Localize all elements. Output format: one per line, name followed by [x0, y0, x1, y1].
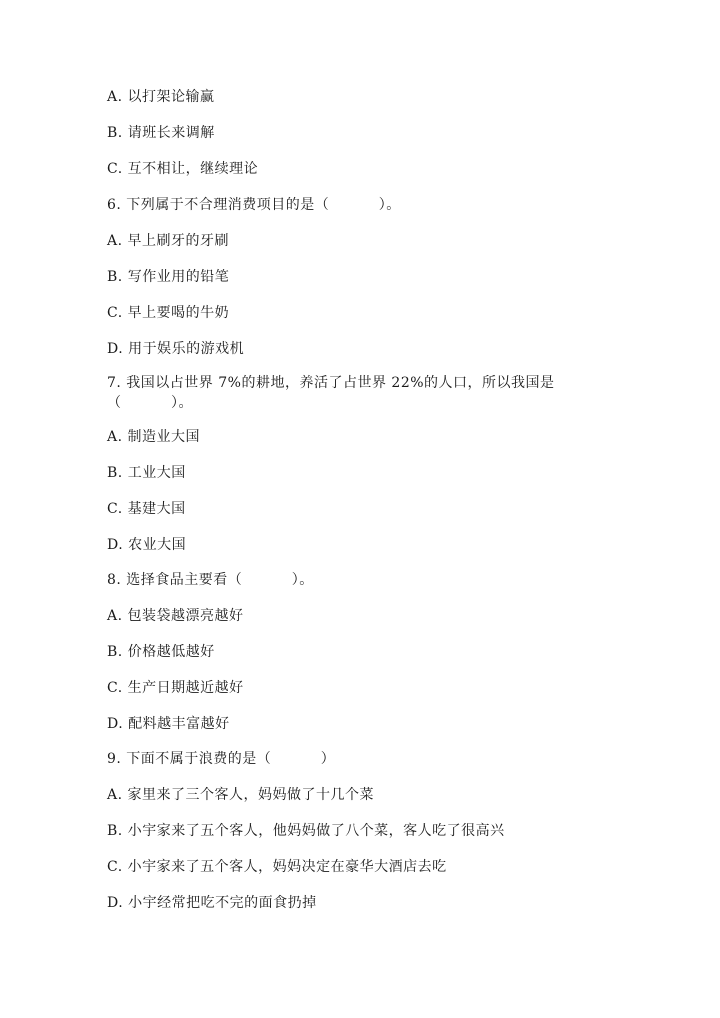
q8-option-d: D. 配料越丰富越好 — [107, 716, 230, 732]
q5-option-c: C. 互不相让，继续理论 — [107, 161, 259, 177]
q7-stem: 7. 我国以占世界 7%的耕地，养活了占世界 22%的人口，所以我国是 — [107, 375, 555, 391]
q7-stem-continued: （ ）。 — [107, 395, 194, 411]
q9-stem: 9. 下面不属于浪费的是（ ） — [107, 751, 336, 767]
q8-stem: 8. 选择食品主要看（ ）。 — [107, 572, 314, 588]
q9-option-d: D. 小宇经常把吃不完的面食扔掉 — [107, 895, 317, 911]
q9-option-a: A. 家里来了三个客人，妈妈做了十几个菜 — [107, 787, 375, 803]
q6-stem: 6. 下列属于不合理消费项目的是（ ）。 — [107, 197, 401, 213]
q7-option-a: A. 制造业大国 — [107, 429, 201, 445]
q8-option-a: A. 包装袋越漂亮越好 — [107, 608, 244, 624]
q7-option-c: C. 基建大国 — [107, 501, 186, 517]
q6-option-b: B. 写作业用的铅笔 — [107, 269, 230, 285]
q7-option-b: B. 工业大国 — [107, 465, 186, 481]
q8-option-b: B. 价格越低越好 — [107, 644, 215, 660]
q9-option-c: C. 小宇家来了五个客人，妈妈决定在豪华大酒店去吃 — [107, 859, 447, 875]
q6-option-c: C. 早上要喝的牛奶 — [107, 305, 230, 321]
q8-option-c: C. 生产日期越近越好 — [107, 680, 244, 696]
q5-option-b: B. 请班长来调解 — [107, 125, 215, 141]
q7-option-d: D. 农业大国 — [107, 537, 187, 553]
q9-option-b: B. 小宇家来了五个客人，他妈妈做了八个菜，客人吃了很高兴 — [107, 823, 505, 839]
q6-option-d: D. 用于娱乐的游戏机 — [107, 341, 245, 357]
q6-option-a: A. 早上刷牙的牙刷 — [107, 233, 230, 249]
q5-option-a: A. 以打架论输赢 — [107, 89, 215, 105]
